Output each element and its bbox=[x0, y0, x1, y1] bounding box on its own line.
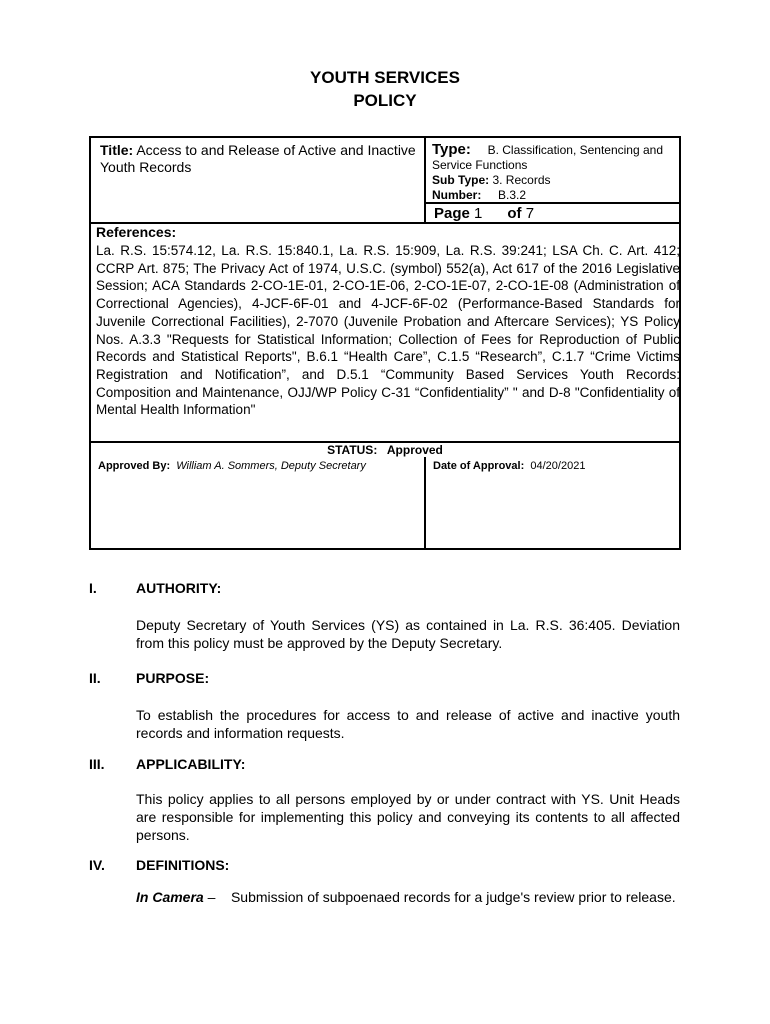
title-label: Title: bbox=[100, 142, 134, 158]
number-value: B.3.2 bbox=[498, 188, 527, 202]
title-value: Access to and Release of Active and Inactive Youth Records bbox=[100, 142, 416, 175]
page-number: 1 bbox=[474, 205, 483, 222]
type-label: Type: bbox=[432, 141, 471, 158]
type-value: B. Classification, Sentencing and Service Functions bbox=[432, 143, 664, 172]
subtype-value: 3. Records bbox=[492, 173, 551, 187]
status-label: STATUS: bbox=[327, 443, 378, 457]
definition-text: Submission of subpoenaed records for a judge's review prior to release. bbox=[230, 889, 676, 905]
page-total: 7 bbox=[525, 205, 535, 222]
of-label: of bbox=[507, 205, 522, 222]
date-of-approval-cell bbox=[433, 460, 585, 472]
section-number: III. bbox=[89, 756, 105, 772]
status-row bbox=[91, 443, 679, 457]
policy-header-table bbox=[89, 136, 681, 550]
references-text: La. R.S. 15:574.12, La. R.S. 15:840.1, La. R.S. 15:909, La. R.S. 39:241; LSA Ch. C. Art. 412; CCRP Art. 875; The Privacy Act of 1974, U.S.C. (symbol) 552(a), Act 617 of the 2016 Legislative Session; ACA Standards 2-CO-1E-01, 2-CO-1E-06, 2-CO-1E-07, 2-CO-1E-08 (Administration of Correctional Agencies), 4-JCF-6F-01 and 4-JCF-6F-02 (Performance-Based Standards for Juvenile Correctional Facilities), 2-7070 (Juvenile Probation and Aftercare Services); YS Policy Nos. A.3.3 "Requests for Statistical Information; Collection of Fees for Reproduction of Public Records and Statistical Reports", B.6.1 “Health Care”, C.1.5 “Research”, C.1.7 “Crime Victims Registration and Notification”, and D.5.1 “Community Based Services Youth Records: Composition and Maintenance, OJJ/WP Policy C-31 “Confidentiality” " and D-8 "Confidentiality of Mental Health Information" bbox=[96, 243, 680, 418]
definition-in-camera bbox=[136, 888, 680, 906]
definition-term: In Camera bbox=[136, 889, 204, 905]
title-line-1: YOUTH SERVICES bbox=[310, 68, 460, 87]
section-number: II. bbox=[89, 670, 101, 686]
status-value: Approved bbox=[386, 443, 443, 457]
title-line-2: POLICY bbox=[353, 91, 417, 110]
date-of-approval-value: 04/20/2021 bbox=[530, 460, 586, 472]
section-body: This policy applies to all persons employed by or under contract with YS. Unit Heads are responsible for implementing this policy and conveying its contents to all affected persons. bbox=[136, 791, 680, 843]
date-of-approval-label: Date of Approval: bbox=[433, 460, 525, 472]
title-cell bbox=[100, 142, 425, 176]
section-heading: DEFINITIONS: bbox=[136, 857, 230, 873]
approved-by-cell bbox=[98, 460, 366, 472]
section-number: IV. bbox=[89, 857, 105, 873]
definition-dash: – bbox=[203, 889, 220, 905]
section-body: Deputy Secretary of Youth Services (YS) as contained in La. R.S. 36:405. Deviation from this policy must be approved by the Deputy Secretary. bbox=[136, 617, 680, 651]
section-number: I. bbox=[89, 580, 97, 596]
page-cell bbox=[434, 205, 534, 222]
approved-by-value: William A. Sommers, Deputy Secretary bbox=[176, 460, 366, 472]
section-heading: APPLICABILITY: bbox=[136, 756, 246, 772]
section-body: To establish the procedures for access to and release of active and inactive youth records and information requests. bbox=[136, 707, 680, 741]
section-heading: PURPOSE: bbox=[136, 670, 210, 686]
approved-by-label: Approved By: bbox=[98, 460, 171, 472]
page-label: Page bbox=[434, 205, 470, 222]
references-label: References: bbox=[96, 224, 177, 240]
type-cell bbox=[432, 142, 682, 203]
subtype-label: Sub Type: bbox=[432, 173, 490, 187]
divider-bottom bbox=[424, 457, 426, 550]
document-title bbox=[0, 66, 770, 112]
number-label: Number: bbox=[432, 188, 482, 202]
divider-references-top bbox=[91, 222, 681, 224]
section-heading: AUTHORITY: bbox=[136, 580, 222, 596]
